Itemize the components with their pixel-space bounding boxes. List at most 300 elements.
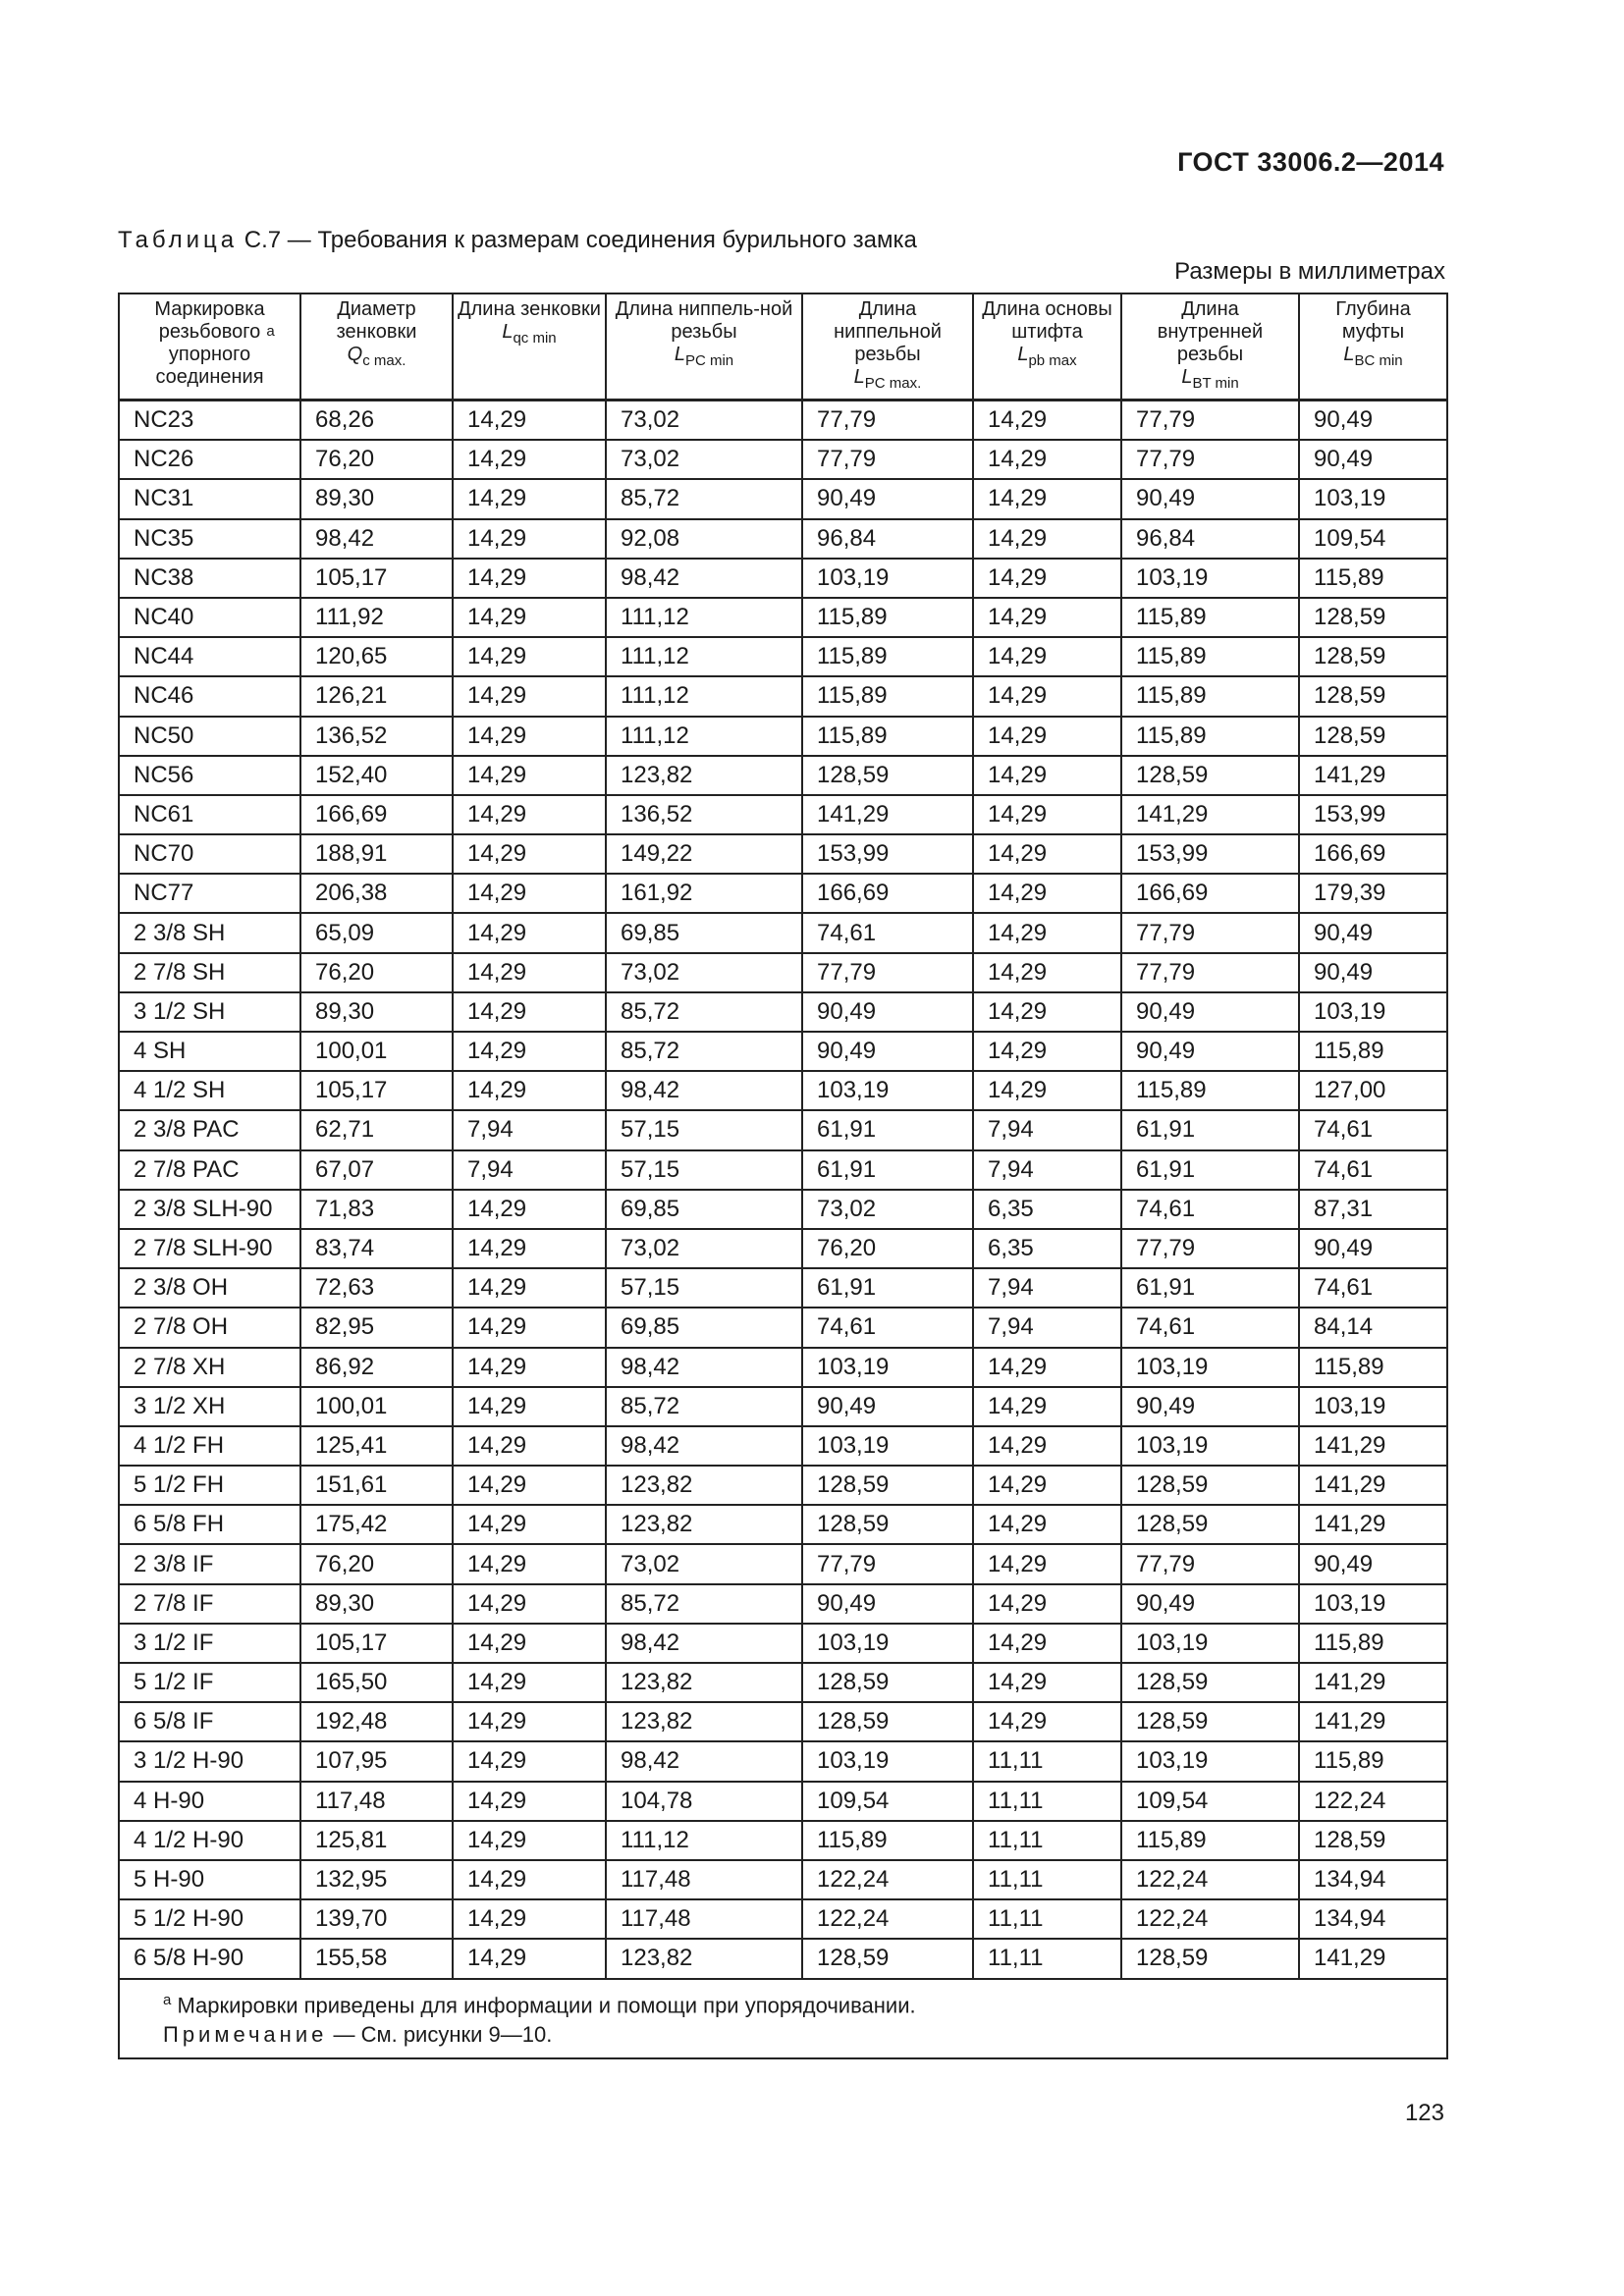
value-cell: 14,29 — [973, 756, 1121, 795]
table-row — [119, 1939, 1447, 1978]
value-cell: 122,24 — [1121, 1860, 1299, 1899]
value-cell: 128,59 — [802, 1702, 973, 1741]
value-cell: 77,79 — [1121, 953, 1299, 992]
value-cell: 74,61 — [1121, 1308, 1299, 1347]
value-cell: 7,94 — [973, 1110, 1121, 1149]
value-cell: 14,29 — [453, 519, 606, 559]
table-row — [119, 1071, 1447, 1110]
value-cell: 111,12 — [606, 676, 802, 716]
value-cell: 128,59 — [1299, 676, 1447, 716]
value-cell: 14,29 — [453, 1584, 606, 1624]
value-cell: 14,29 — [973, 1505, 1121, 1544]
value-cell: 141,29 — [802, 795, 973, 834]
value-cell: 166,69 — [1299, 834, 1447, 874]
value-cell: 103,19 — [802, 1741, 973, 1781]
symbol-letter: L — [674, 344, 685, 365]
value-cell: 6,35 — [973, 1190, 1121, 1229]
value-cell: 76,20 — [300, 1544, 453, 1583]
value-cell: 123,82 — [606, 1466, 802, 1505]
value-cell: 11,11 — [973, 1821, 1121, 1860]
value-cell: 11,11 — [973, 1782, 1121, 1821]
footnote-a-text: Маркировки приведены для информации и помощи при упорядочивании. — [177, 1992, 916, 2017]
value-cell: 128,59 — [1299, 717, 1447, 756]
value-cell: 122,24 — [1121, 1899, 1299, 1939]
value-cell: 100,01 — [300, 1387, 453, 1426]
value-cell: 85,72 — [606, 479, 802, 518]
value-cell: 103,19 — [1299, 1584, 1447, 1624]
value-cell: 73,02 — [606, 1544, 802, 1583]
value-cell: 128,59 — [1121, 1939, 1299, 1978]
table-row — [119, 1308, 1447, 1347]
value-cell: 123,82 — [606, 1939, 802, 1978]
table-row — [119, 676, 1447, 716]
value-cell: 14,29 — [453, 676, 606, 716]
value-cell: 85,72 — [606, 1032, 802, 1071]
marking-cell: 2 3/8 PAC — [119, 1110, 300, 1149]
value-cell: 77,79 — [1121, 1544, 1299, 1583]
value-cell: 14,29 — [453, 1032, 606, 1071]
value-cell: 69,85 — [606, 913, 802, 952]
value-cell: 14,29 — [973, 717, 1121, 756]
table-row — [119, 1426, 1447, 1466]
symbol-letter: L — [1343, 344, 1355, 365]
header-row — [119, 294, 1447, 400]
value-cell: 141,29 — [1121, 795, 1299, 834]
value-cell: 115,89 — [1299, 559, 1447, 598]
column-header — [1121, 294, 1299, 400]
caption-prefix: Таблица — [118, 227, 239, 253]
value-cell: 92,08 — [606, 519, 802, 559]
value-cell: 90,49 — [1299, 913, 1447, 952]
symbol-letter: L — [853, 366, 865, 388]
dimensions-table — [118, 293, 1448, 2059]
table-row — [119, 1663, 1447, 1702]
value-cell: 152,40 — [300, 756, 453, 795]
value-cell: 115,89 — [1121, 637, 1299, 676]
value-cell: 109,54 — [1299, 519, 1447, 559]
value-cell: 90,49 — [1299, 1544, 1447, 1583]
value-cell: 128,59 — [802, 756, 973, 795]
value-cell: 128,59 — [802, 1505, 973, 1544]
marking-cell: 6 5/8 FH — [119, 1505, 300, 1544]
table-row — [119, 440, 1447, 479]
value-cell: 73,02 — [606, 400, 802, 441]
value-cell: 90,49 — [1121, 1032, 1299, 1071]
value-cell: 76,20 — [300, 953, 453, 992]
column-symbol — [978, 344, 1116, 372]
marking-cell: NC38 — [119, 559, 300, 598]
table-row — [119, 1150, 1447, 1190]
column-label: Глубина муфты — [1335, 298, 1411, 343]
marking-cell: 6 5/8 IF — [119, 1702, 300, 1741]
column-symbol — [1126, 366, 1294, 395]
value-cell: 103,19 — [802, 1071, 973, 1110]
value-cell: 85,72 — [606, 992, 802, 1032]
value-cell: 14,29 — [453, 1268, 606, 1308]
column-symbol — [305, 344, 448, 372]
value-cell: 98,42 — [300, 519, 453, 559]
page-number: 123 — [1404, 2100, 1444, 2126]
document-id: ГОСТ 33006.2—2014 — [1177, 147, 1444, 177]
value-cell: 85,72 — [606, 1387, 802, 1426]
marking-cell: 4 SH — [119, 1032, 300, 1071]
value-cell: 117,48 — [300, 1782, 453, 1821]
value-cell: 72,63 — [300, 1268, 453, 1308]
value-cell: 128,59 — [802, 1466, 973, 1505]
value-cell: 141,29 — [1299, 1505, 1447, 1544]
value-cell: 107,95 — [300, 1741, 453, 1781]
value-cell: 14,29 — [453, 1466, 606, 1505]
marking-cell: 2 7/8 XH — [119, 1348, 300, 1387]
column-header — [300, 294, 453, 400]
table-row — [119, 1782, 1447, 1821]
value-cell: 111,12 — [606, 1821, 802, 1860]
value-cell: 77,79 — [1121, 1229, 1299, 1268]
value-cell: 61,91 — [1121, 1150, 1299, 1190]
value-cell: 115,89 — [1299, 1741, 1447, 1781]
units-note: Размеры в миллиметрах — [1174, 258, 1445, 285]
value-cell: 153,99 — [1121, 834, 1299, 874]
table-row — [119, 874, 1447, 913]
value-cell: 122,24 — [802, 1899, 973, 1939]
value-cell: 14,29 — [973, 1071, 1121, 1110]
marking-cell: 4 H-90 — [119, 1782, 300, 1821]
value-cell: 123,82 — [606, 756, 802, 795]
value-cell: 14,29 — [973, 1032, 1121, 1071]
value-cell: 149,22 — [606, 834, 802, 874]
value-cell: 115,89 — [802, 598, 973, 637]
value-cell: 103,19 — [1299, 479, 1447, 518]
table-row — [119, 519, 1447, 559]
symbol-subscript: c max. — [362, 352, 406, 369]
value-cell: 128,59 — [1121, 1505, 1299, 1544]
value-cell: 14,29 — [453, 598, 606, 637]
value-cell: 115,89 — [1299, 1624, 1447, 1663]
table-row — [119, 559, 1447, 598]
symbol-letter: L — [1017, 344, 1029, 365]
value-cell: 115,89 — [802, 1821, 973, 1860]
value-cell: 128,59 — [802, 1939, 973, 1978]
table-row — [119, 637, 1447, 676]
table-row — [119, 1032, 1447, 1071]
value-cell: 14,29 — [973, 1663, 1121, 1702]
value-cell: 109,54 — [802, 1782, 973, 1821]
column-label: Длина внутренней резьбы — [1157, 298, 1264, 365]
value-cell: 141,29 — [1299, 1466, 1447, 1505]
value-cell: 14,29 — [453, 1229, 606, 1268]
value-cell: 14,29 — [973, 1624, 1121, 1663]
value-cell: 14,29 — [453, 1860, 606, 1899]
table-row — [119, 1348, 1447, 1387]
value-cell: 105,17 — [300, 1071, 453, 1110]
value-cell: 166,69 — [1121, 874, 1299, 913]
value-cell: 6,35 — [973, 1229, 1121, 1268]
value-cell: 11,11 — [973, 1860, 1121, 1899]
value-cell: 90,49 — [802, 1032, 973, 1071]
table-row — [119, 1505, 1447, 1544]
value-cell: 14,29 — [453, 1544, 606, 1583]
value-cell: 128,59 — [802, 1663, 973, 1702]
value-cell: 128,59 — [1121, 1466, 1299, 1505]
value-cell: 141,29 — [1299, 1939, 1447, 1978]
marking-cell: 2 7/8 IF — [119, 1584, 300, 1624]
value-cell: 14,29 — [973, 874, 1121, 913]
value-cell: 90,49 — [1299, 953, 1447, 992]
value-cell: 111,12 — [606, 717, 802, 756]
value-cell: 104,78 — [606, 1782, 802, 1821]
value-cell: 103,19 — [1121, 1426, 1299, 1466]
value-cell: 134,94 — [1299, 1860, 1447, 1899]
value-cell: 14,29 — [453, 637, 606, 676]
value-cell: 71,83 — [300, 1190, 453, 1229]
table-row — [119, 1466, 1447, 1505]
value-cell: 90,49 — [802, 992, 973, 1032]
value-cell: 68,26 — [300, 400, 453, 441]
value-cell: 14,29 — [453, 834, 606, 874]
value-cell: 14,29 — [973, 1544, 1121, 1583]
value-cell: 128,59 — [1299, 598, 1447, 637]
value-cell: 77,79 — [1121, 440, 1299, 479]
value-cell: 86,92 — [300, 1348, 453, 1387]
value-cell: 73,02 — [606, 953, 802, 992]
value-cell: 62,71 — [300, 1110, 453, 1149]
value-cell: 166,69 — [300, 795, 453, 834]
marking-cell: 2 3/8 SH — [119, 913, 300, 952]
value-cell: 96,84 — [1121, 519, 1299, 559]
value-cell: 76,20 — [300, 440, 453, 479]
marking-cell: 2 7/8 OH — [119, 1308, 300, 1347]
marking-cell: 2 7/8 SH — [119, 953, 300, 992]
column-header — [973, 294, 1121, 400]
value-cell: 61,91 — [1121, 1110, 1299, 1149]
value-cell: 141,29 — [1299, 1426, 1447, 1466]
note — [163, 2020, 1436, 2050]
value-cell: 14,29 — [453, 913, 606, 952]
value-cell: 115,89 — [1121, 598, 1299, 637]
value-cell: 96,84 — [802, 519, 973, 559]
value-cell: 14,29 — [973, 834, 1121, 874]
marking-cell: NC26 — [119, 440, 300, 479]
column-label: Диаметр зенковки — [336, 298, 417, 343]
value-cell: 74,61 — [1121, 1190, 1299, 1229]
value-cell: 14,29 — [973, 1348, 1121, 1387]
symbol-letter: Q — [347, 344, 363, 365]
value-cell: 115,89 — [802, 676, 973, 716]
value-cell: 105,17 — [300, 1624, 453, 1663]
value-cell: 132,95 — [300, 1860, 453, 1899]
value-cell: 74,61 — [1299, 1110, 1447, 1149]
value-cell: 115,89 — [1121, 1821, 1299, 1860]
value-cell: 82,95 — [300, 1308, 453, 1347]
value-cell: 161,92 — [606, 874, 802, 913]
value-cell: 74,61 — [1299, 1150, 1447, 1190]
value-cell: 90,49 — [802, 1584, 973, 1624]
symbol-letter: L — [1181, 366, 1193, 388]
value-cell: 192,48 — [300, 1702, 453, 1741]
value-cell: 61,91 — [802, 1110, 973, 1149]
value-cell: 111,92 — [300, 598, 453, 637]
value-cell: 14,29 — [453, 1387, 606, 1426]
table-row — [119, 1624, 1447, 1663]
value-cell: 14,29 — [453, 1426, 606, 1466]
value-cell: 165,50 — [300, 1663, 453, 1702]
marking-cell: 3 1/2 SH — [119, 992, 300, 1032]
table-row — [119, 756, 1447, 795]
value-cell: 123,82 — [606, 1663, 802, 1702]
value-cell: 73,02 — [802, 1190, 973, 1229]
value-cell: 103,19 — [1121, 559, 1299, 598]
marking-cell: 4 1/2 FH — [119, 1426, 300, 1466]
value-cell: 128,59 — [1121, 1702, 1299, 1741]
value-cell: 14,29 — [973, 1426, 1121, 1466]
value-cell: 14,29 — [973, 479, 1121, 518]
value-cell: 14,29 — [973, 1584, 1121, 1624]
value-cell: 61,91 — [1121, 1268, 1299, 1308]
value-cell: 120,65 — [300, 637, 453, 676]
value-cell: 65,09 — [300, 913, 453, 952]
value-cell: 14,29 — [973, 637, 1121, 676]
value-cell: 11,11 — [973, 1939, 1121, 1978]
value-cell: 14,29 — [453, 1899, 606, 1939]
value-cell: 89,30 — [300, 1584, 453, 1624]
table-row — [119, 1584, 1447, 1624]
value-cell: 90,49 — [1299, 1229, 1447, 1268]
column-label: Длина зенковки — [458, 298, 601, 320]
value-cell: 57,15 — [606, 1150, 802, 1190]
value-cell: 98,42 — [606, 1348, 802, 1387]
footnote-a — [163, 1986, 1436, 2020]
value-cell: 90,49 — [1121, 479, 1299, 518]
value-cell: 14,29 — [453, 717, 606, 756]
value-cell: 14,29 — [973, 795, 1121, 834]
table-body — [119, 400, 1447, 1979]
marking-cell: NC40 — [119, 598, 300, 637]
value-cell: 7,94 — [453, 1110, 606, 1149]
value-cell: 98,42 — [606, 1426, 802, 1466]
value-cell: 14,29 — [453, 479, 606, 518]
table-row — [119, 1110, 1447, 1149]
column-header — [1299, 294, 1447, 400]
value-cell: 7,94 — [973, 1268, 1121, 1308]
table-row — [119, 1899, 1447, 1939]
value-cell: 100,01 — [300, 1032, 453, 1071]
marking-cell: NC35 — [119, 519, 300, 559]
value-cell: 77,79 — [1121, 400, 1299, 441]
value-cell: 83,74 — [300, 1229, 453, 1268]
footnote-mark: a — [163, 1991, 172, 2008]
value-cell: 175,42 — [300, 1505, 453, 1544]
value-cell: 11,11 — [973, 1741, 1121, 1781]
symbol-subscript: qc min — [513, 330, 557, 347]
value-cell: 188,91 — [300, 834, 453, 874]
value-cell: 69,85 — [606, 1308, 802, 1347]
table-row — [119, 1741, 1447, 1781]
value-cell: 14,29 — [453, 992, 606, 1032]
value-cell: 98,42 — [606, 1071, 802, 1110]
value-cell: 179,39 — [1299, 874, 1447, 913]
value-cell: 14,29 — [973, 676, 1121, 716]
value-cell: 14,29 — [973, 598, 1121, 637]
value-cell: 69,85 — [606, 1190, 802, 1229]
value-cell: 14,29 — [973, 913, 1121, 952]
symbol-subscript: BT min — [1192, 375, 1239, 392]
marking-cell: 2 3/8 SLH-90 — [119, 1190, 300, 1229]
note-label: Примечание — [163, 2021, 328, 2047]
value-cell: 14,29 — [453, 795, 606, 834]
symbol-subscript: BC min — [1354, 352, 1403, 369]
value-cell: 14,29 — [453, 1782, 606, 1821]
value-cell: 141,29 — [1299, 1663, 1447, 1702]
value-cell: 90,49 — [1299, 440, 1447, 479]
symbol-letter: L — [502, 321, 514, 343]
marking-cell: NC61 — [119, 795, 300, 834]
value-cell: 153,99 — [802, 834, 973, 874]
value-cell: 77,79 — [802, 400, 973, 441]
table-row — [119, 913, 1447, 952]
value-cell: 141,29 — [1299, 756, 1447, 795]
value-cell: 14,29 — [453, 559, 606, 598]
value-cell: 14,29 — [453, 874, 606, 913]
value-cell: 103,19 — [802, 1426, 973, 1466]
value-cell: 115,89 — [1299, 1348, 1447, 1387]
column-symbol — [1304, 344, 1442, 372]
table-row — [119, 1190, 1447, 1229]
value-cell: 77,79 — [802, 440, 973, 479]
value-cell: 126,21 — [300, 676, 453, 716]
value-cell: 103,19 — [1121, 1624, 1299, 1663]
value-cell: 90,49 — [1121, 992, 1299, 1032]
value-cell: 77,79 — [1121, 913, 1299, 952]
value-cell: 125,81 — [300, 1821, 453, 1860]
value-cell: 127,00 — [1299, 1071, 1447, 1110]
symbol-subscript: PC min — [684, 352, 734, 369]
value-cell: 14,29 — [973, 992, 1121, 1032]
marking-cell: 4 1/2 H-90 — [119, 1821, 300, 1860]
value-cell: 74,61 — [802, 1308, 973, 1347]
marking-cell: 2 7/8 SLH-90 — [119, 1229, 300, 1268]
marking-cell: NC70 — [119, 834, 300, 874]
value-cell: 89,30 — [300, 992, 453, 1032]
value-cell: 98,42 — [606, 559, 802, 598]
marking-cell: 3 1/2 IF — [119, 1624, 300, 1663]
value-cell: 115,89 — [1299, 1032, 1447, 1071]
marking-cell: NC23 — [119, 400, 300, 441]
marking-cell: 5 H-90 — [119, 1860, 300, 1899]
value-cell: 103,19 — [1121, 1348, 1299, 1387]
value-cell: 109,54 — [1121, 1782, 1299, 1821]
value-cell: 14,29 — [453, 1702, 606, 1741]
value-cell: 14,29 — [973, 559, 1121, 598]
value-cell: 73,02 — [606, 1229, 802, 1268]
marking-cell: NC56 — [119, 756, 300, 795]
value-cell: 61,91 — [802, 1150, 973, 1190]
value-cell: 153,99 — [1299, 795, 1447, 834]
value-cell: 73,02 — [606, 440, 802, 479]
value-cell: 103,19 — [1299, 1387, 1447, 1426]
value-cell: 61,91 — [802, 1268, 973, 1308]
value-cell: 128,59 — [1299, 637, 1447, 676]
table-row — [119, 1821, 1447, 1860]
note-text: — См. рисунки 9—10. — [333, 2021, 553, 2047]
value-cell: 103,19 — [1121, 1741, 1299, 1781]
value-cell: 90,49 — [802, 479, 973, 518]
marking-cell: NC31 — [119, 479, 300, 518]
value-cell: 122,24 — [1299, 1782, 1447, 1821]
value-cell: 117,48 — [606, 1899, 802, 1939]
table-row — [119, 1229, 1447, 1268]
value-cell: 14,29 — [973, 400, 1121, 441]
value-cell: 11,11 — [973, 1899, 1121, 1939]
